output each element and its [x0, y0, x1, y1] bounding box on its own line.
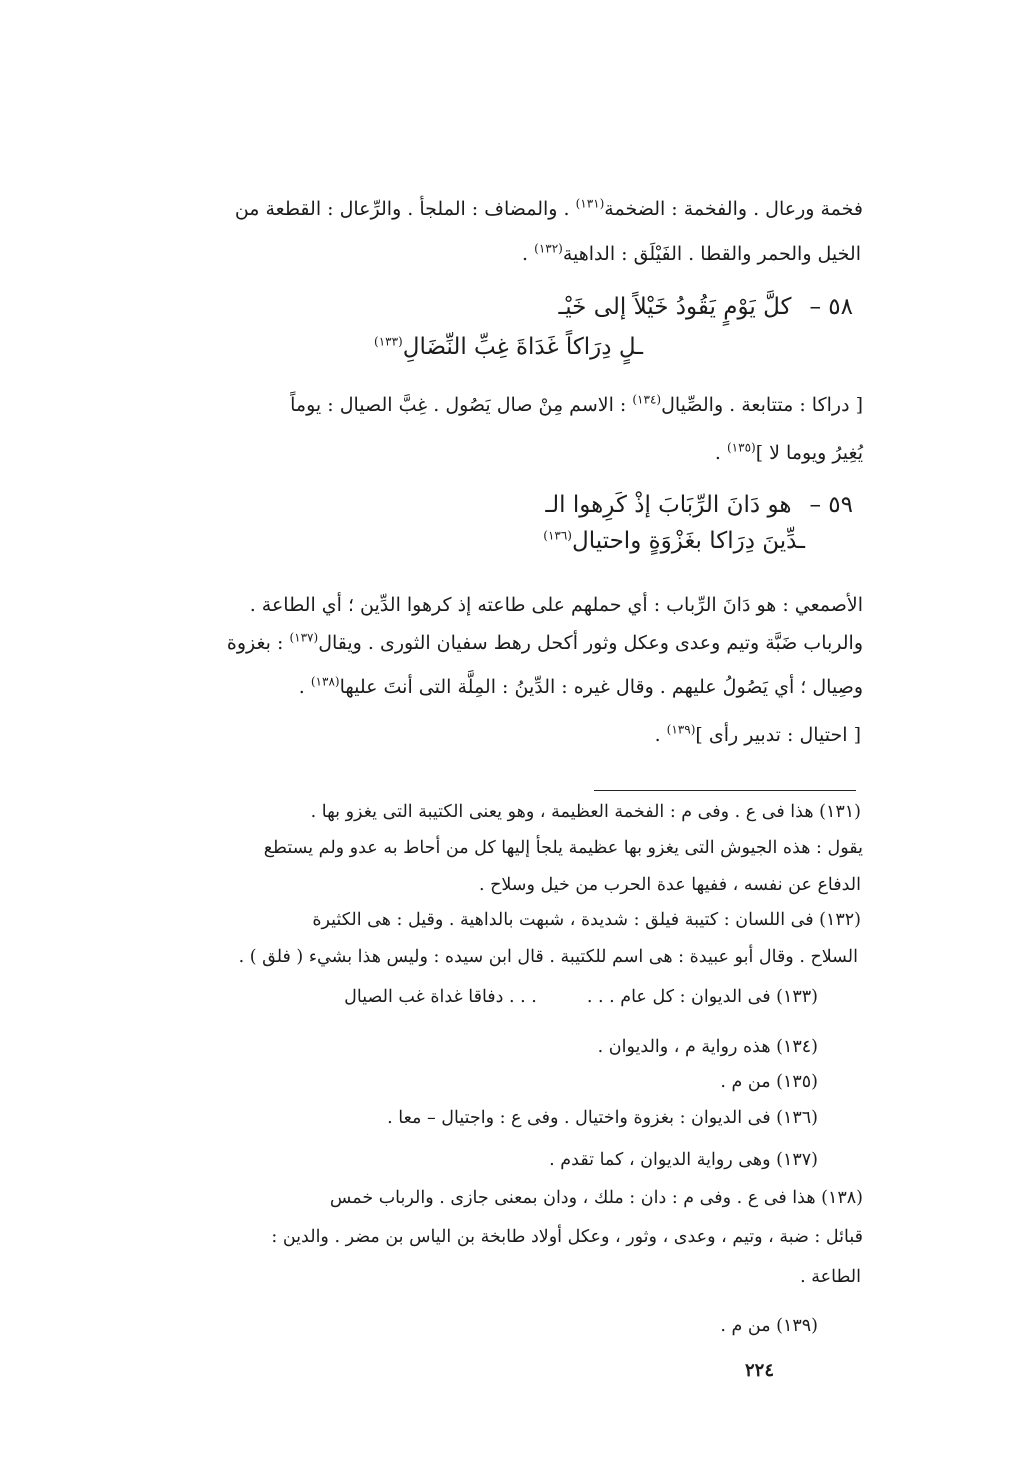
footnote-132-line-1: (١٣٢) فى اللسان : كتيبة فيلق : شديدة ، شبهت بالداهية . وقيل : هى الكثيرة	[312, 910, 861, 930]
footnote-137: (١٣٧) وهى رواية الديوان ، كما تقدم .	[549, 1150, 818, 1170]
intro-line-1: فخمة ورعال . والفخمة : الضخمة$^{(١٣١)}$ . والمضاف : الملجأ . والرِّعال : القطعة من	[234, 196, 863, 220]
page-number: ٢٢٤	[745, 1360, 775, 1381]
gloss-58-line-1: [ دراكا : متتابعة . والصِّيال$^{(١٣٤)}$ : الاسم مِنْ صال يَصُول . غِبَّ الصيال : يوماً	[290, 392, 863, 416]
gloss-59-line-2: والرباب ضَبَّة وتيم وعدى وعكل وثور أكحل رهط سفيان الثورى . ويقال$^{(١٣٧)}$ : بغزوة	[226, 630, 863, 654]
verse-59-second-hemistich: ـدِّينَ دِرَاكا بغَزْوَةٍ واحتيال$^{(١٣٦)}$	[543, 528, 805, 554]
footnote-135: (١٣٥) من م .	[720, 1072, 818, 1092]
footnote-138-line-1: (١٣٨) هذا فى ع . وفى م : دان : ملك ، ودان بمعنى جازى . والرباب خمس	[329, 1188, 863, 1208]
footnote-138-line-3: الطاعة .	[800, 1267, 861, 1287]
footnote-131-line-1: (١٣١) هذا فى ع . وفى م : الفخمة العظيمة ، وهو يعنى الكتيبة التى يغزو بها .	[310, 802, 861, 822]
verse-59-number: ٥٩ –	[809, 492, 853, 518]
gloss-59-line-3: وصِيال ؛ أي يَصُولُ عليهم . وقال غيره : الدِّينُ : المِلَّة التى أنتَ عليها$^{(١٣٨)}$ .	[298, 674, 863, 698]
footnote-139: (١٣٩) من م .	[720, 1316, 818, 1336]
verse-58-number: ٥٨ –	[809, 294, 853, 320]
footnote-131-line-3: الدفاع عن نفسه ، ففيها عدة الحرب من خيل وسلاح .	[478, 875, 861, 895]
gloss-59-line-4: [ احتيال : تدبير رأى ]$^{(١٣٩)}$ .	[654, 722, 861, 746]
footnote-131-line-2: يقول : هذه الجيوش التى يغزو بها عظيمة يلجأ إليها كل من أحاط به عدو ولم يستطع	[263, 838, 863, 858]
verse-59-first-hemistich: ٥٩ –هو دَانَ الرِّبَابَ إذْ كَرِهوا الـ	[545, 492, 853, 518]
footnote-132-line-2: السلاح . وقال أبو عبيدة : هى اسم للكتيبة . قال ابن سيده : وليس هذا بشيء ( فلق ) .	[238, 947, 858, 967]
gloss-59-line-1: الأصمعي : هو دَانَ الرِّباب : أي حملهم على طاعته إذ كرهوا الدِّين ؛ أي الطاعة .	[249, 594, 863, 616]
verse-58-second-hemistich: ـلٍ دِرَاكاً غَدَاةَ غِبِّ النِّضَالِ$^{(١٣٣)}$	[374, 334, 643, 360]
footnote-138-line-2: قبائل : ضبة ، وتيم ، وعدى ، وثور ، وعكل أولاد طابخة بن الياس بن مضر . والدين :	[271, 1227, 863, 1247]
footnote-133: (١٣٣) فى الديوان : كل عام . . . . . . دفاقا غداة غب الصيال	[344, 987, 818, 1007]
footnote-134: (١٣٤) هذه رواية م ، والديوان .	[597, 1037, 818, 1057]
intro-line-2: الخيل والحمر والقطا . الفَيْلَق : الداهية$^{(١٣٢)}$ .	[522, 241, 861, 265]
footnote-separator	[594, 790, 856, 791]
gloss-58-line-2: يُغِيرُ ويوما لا ]$^{(١٣٥)}$ .	[714, 440, 863, 464]
verse-58-first-hemistich: ٥٨ –كلَّ يَوْمٍ يَقُودُ خَيْلاً إلى خَيْـ	[558, 294, 853, 320]
footnote-136: (١٣٦) فى الديوان : بغزوة واختيال . وفى ع : واجتيال – معا .	[387, 1108, 818, 1128]
